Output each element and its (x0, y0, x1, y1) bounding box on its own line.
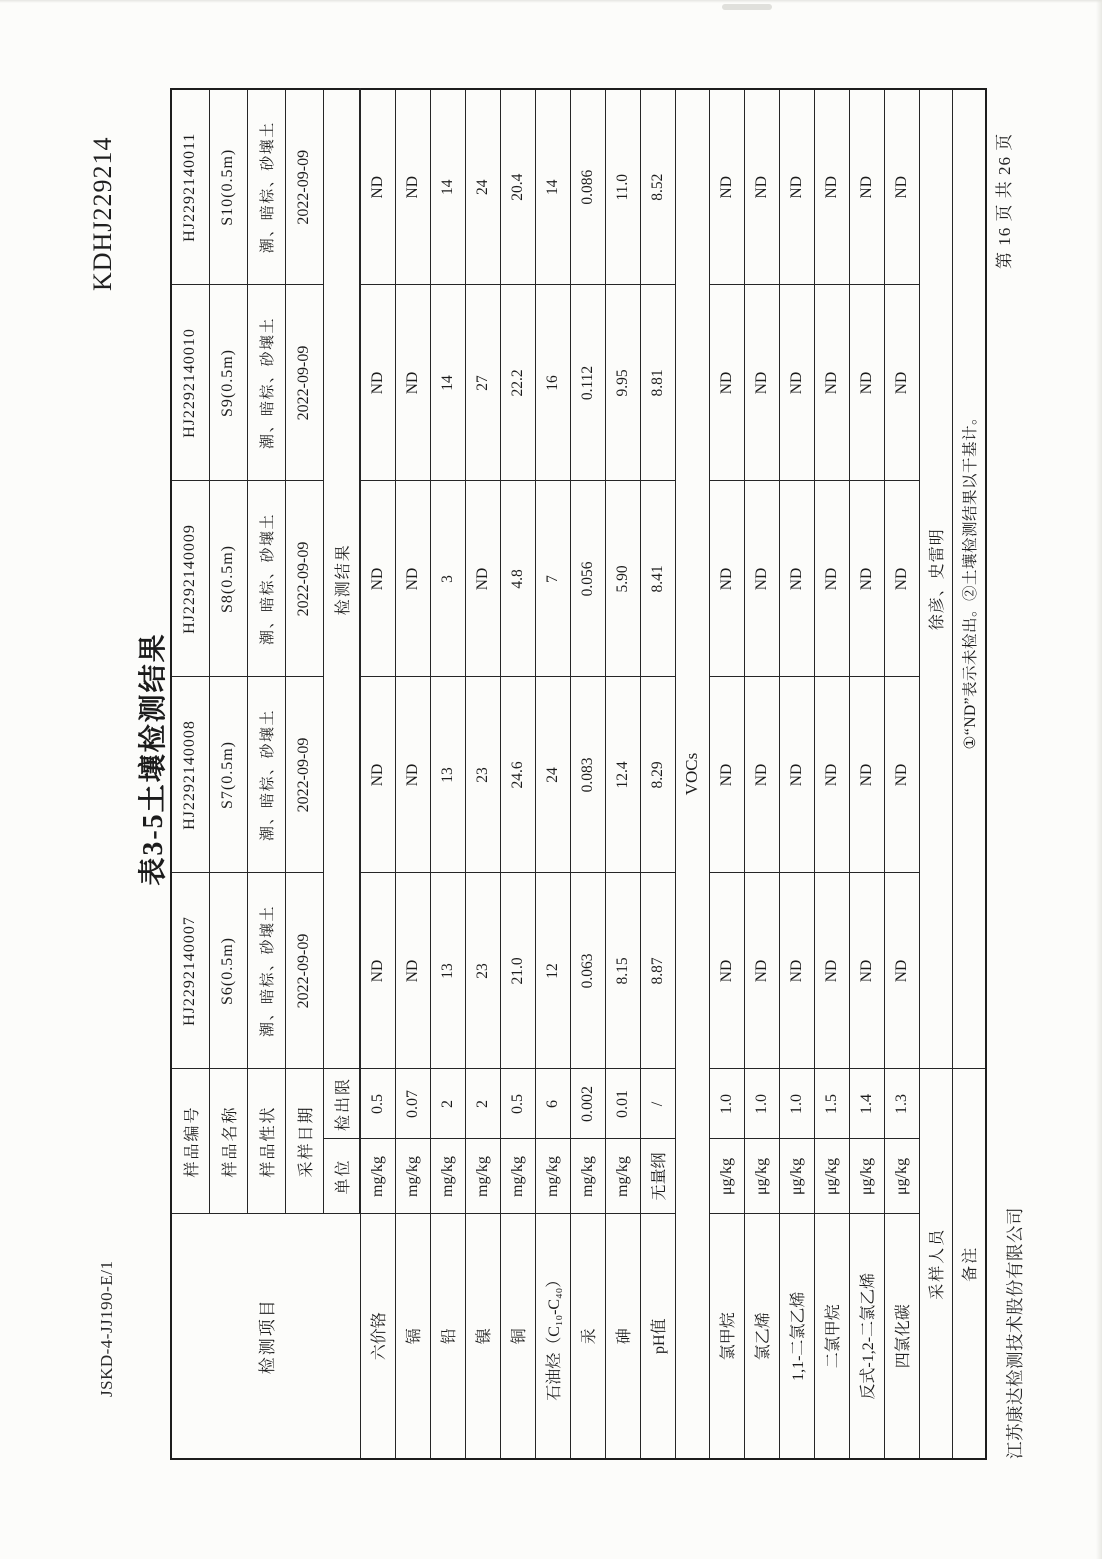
analyte-value: ND (395, 285, 430, 481)
results-table (170, 88, 987, 1460)
analyte-row (360, 89, 395, 1459)
lab-company-name: 江苏康达检测技术股份有限公司 (1005, 1207, 1025, 1459)
analyte-name: 1,1-二氯乙烯 (779, 1214, 814, 1459)
analyte-value: 24 (465, 89, 500, 285)
analyte-value: 0.086 (570, 89, 605, 285)
analyte-name: 汞 (570, 1214, 605, 1459)
page-number: 第 16 页 共 26 页 (995, 132, 1014, 269)
analyte-value: 21.0 (500, 873, 535, 1069)
analyte-detection-limit: 6 (535, 1069, 570, 1139)
scan-artifact (722, 4, 772, 10)
analyte-value: ND (360, 481, 395, 677)
analyte-name: 铅 (430, 1214, 465, 1459)
analyte-value: ND (814, 873, 849, 1069)
analyte-value: ND (779, 677, 814, 873)
analyte-unit: μg/kg (884, 1139, 919, 1214)
table-footer-block (919, 89, 986, 1459)
analyte-value: ND (465, 481, 500, 677)
analyte-unit: mg/kg (605, 1139, 640, 1214)
analyte-detection-limit: 1.0 (709, 1069, 744, 1139)
analyte-value: ND (709, 481, 744, 677)
analyte-value: ND (814, 677, 849, 873)
analyte-value: 22.2 (500, 285, 535, 481)
analyte-name: pH值 (640, 1214, 675, 1459)
sample-name: S8(0.5m) (209, 481, 247, 677)
analyte-name: 镉 (395, 1214, 430, 1459)
analyte-value: ND (360, 89, 395, 285)
analyte-unit: mg/kg (465, 1139, 500, 1214)
analyte-detection-limit: 2 (430, 1069, 465, 1139)
sampler-row (919, 89, 952, 1459)
report-number: KDHJ229214 (88, 136, 117, 291)
sample-no-row (171, 89, 209, 1459)
analyte-value: ND (360, 285, 395, 481)
section-label-row (675, 89, 709, 1459)
analyte-value: 8.81 (640, 285, 675, 481)
row-label-sampling-date: 采样日期 (285, 1069, 323, 1214)
analyte-value: 8.15 (605, 873, 640, 1069)
analyte-value: 0.083 (570, 677, 605, 873)
sampling-date: 2022-09-09 (285, 677, 323, 873)
col-header-detection-limit: 检出限 (323, 1069, 360, 1139)
analyte-value: 16 (535, 285, 570, 481)
analyte-detection-limit: 0.5 (500, 1069, 535, 1139)
analyte-value: 14 (430, 285, 465, 481)
analyte-detection-limit: 1.5 (814, 1069, 849, 1139)
analyte-value: ND (360, 677, 395, 873)
analyte-unit: μg/kg (709, 1139, 744, 1214)
sample-name: S9(0.5m) (209, 285, 247, 481)
sampling-date: 2022-09-09 (285, 481, 323, 677)
analyte-value: ND (884, 481, 919, 677)
analyte-value: 0.112 (570, 285, 605, 481)
sample-character: 潮、暗棕、砂壤土 (247, 677, 285, 873)
remark-text: ①“ND”表示未检出。②土壤检测结果以干基计。 (952, 89, 986, 1069)
analyte-detection-limit: 1.4 (849, 1069, 884, 1139)
analyte-row (709, 89, 744, 1459)
analyte-name: 六价铬 (360, 1214, 395, 1459)
analyte-value: ND (884, 285, 919, 481)
analyte-unit: mg/kg (430, 1139, 465, 1214)
analyte-value: ND (744, 285, 779, 481)
analyte-value: 24.6 (500, 677, 535, 873)
sample-id: HJ2292140011 (171, 89, 209, 285)
analyte-value: 3 (430, 481, 465, 677)
analyte-row (640, 89, 675, 1459)
analyte-value: 23 (465, 873, 500, 1069)
sample-character: 潮、暗棕、砂壤土 (247, 481, 285, 677)
analyte-value: 8.52 (640, 89, 675, 285)
analyte-detection-limit: 1.0 (779, 1069, 814, 1139)
metals-section-rows (360, 89, 675, 1459)
analyte-name: 石油烃（C₁₀-C₄₀） (535, 1214, 570, 1459)
analyte-value: ND (709, 89, 744, 285)
analyte-detection-limit: 1.0 (744, 1069, 779, 1139)
sample-name: S7(0.5m) (209, 677, 247, 873)
analyte-value: 24 (535, 677, 570, 873)
analyte-unit: mg/kg (535, 1139, 570, 1214)
analyte-value: 23 (465, 677, 500, 873)
analyte-value: ND (779, 873, 814, 1069)
analyte-detection-limit: 0.01 (605, 1069, 640, 1139)
sample-id: HJ2292140007 (171, 873, 209, 1069)
analyte-value: ND (884, 873, 919, 1069)
analyte-row (814, 89, 849, 1459)
sample-character: 潮、暗棕、砂壤土 (247, 285, 285, 481)
row-label-sampler: 采样人员 (919, 1069, 952, 1459)
col-header-results: 检测结果 (323, 89, 360, 1069)
analyte-value: ND (709, 873, 744, 1069)
row-label-sample-character: 样品性状 (247, 1069, 285, 1214)
analyte-value: 27 (465, 285, 500, 481)
analyte-unit: mg/kg (395, 1139, 430, 1214)
analyte-value: ND (744, 481, 779, 677)
analyte-value: ND (744, 873, 779, 1069)
analyte-row (465, 89, 500, 1459)
analyte-value: ND (395, 677, 430, 873)
analyte-value: 9.95 (605, 285, 640, 481)
analyte-row (500, 89, 535, 1459)
sampler-names: 徐彦、史雷明 (919, 89, 952, 1069)
analyte-value: ND (709, 677, 744, 873)
analyte-name: 砷 (605, 1214, 640, 1459)
analyte-value: ND (744, 89, 779, 285)
analyte-name: 氯乙烯 (744, 1214, 779, 1459)
analyte-value: ND (849, 89, 884, 285)
analyte-name: 反式-1,2-二氯乙烯 (849, 1214, 884, 1459)
analyte-row (884, 89, 919, 1459)
voc-section-header (675, 89, 709, 1459)
page-title: 表3-5土壤检测结果 (138, 632, 169, 886)
sampling-date: 2022-09-09 (285, 285, 323, 481)
scan-artifact (0, 0, 1102, 3)
analyte-value: 8.87 (640, 873, 675, 1069)
analyte-name: 氯甲烷 (709, 1214, 744, 1459)
analyte-unit: μg/kg (849, 1139, 884, 1214)
analyte-detection-limit: 2 (465, 1069, 500, 1139)
analyte-row (535, 89, 570, 1459)
analyte-value: 8.41 (640, 481, 675, 677)
analyte-unit: μg/kg (779, 1139, 814, 1214)
analyte-value: ND (849, 481, 884, 677)
analyte-detection-limit: / (640, 1069, 675, 1139)
section-label-vocs: VOCs (675, 89, 709, 1459)
analyte-value: ND (395, 89, 430, 285)
analyte-value: 4.8 (500, 481, 535, 677)
analyte-detection-limit: 0.5 (360, 1069, 395, 1139)
analyte-unit: mg/kg (570, 1139, 605, 1214)
analyte-value: ND (779, 481, 814, 677)
analyte-row (779, 89, 814, 1459)
analyte-value: 0.056 (570, 481, 605, 677)
analyte-value: 7 (535, 481, 570, 677)
voc-section-rows (709, 89, 919, 1459)
analyte-value: ND (395, 873, 430, 1069)
analyte-row (849, 89, 884, 1459)
analyte-value: ND (744, 677, 779, 873)
analyte-value: 12 (535, 873, 570, 1069)
analyte-value: ND (814, 285, 849, 481)
sample-character: 潮、暗棕、砂壤土 (247, 873, 285, 1069)
sample-character: 潮、暗棕、砂壤土 (247, 89, 285, 285)
analyte-value: ND (779, 89, 814, 285)
analyte-value: ND (814, 89, 849, 285)
analyte-value: 20.4 (500, 89, 535, 285)
analyte-value: 8.29 (640, 677, 675, 873)
analyte-value: 14 (430, 89, 465, 285)
table-header-block (171, 89, 360, 1459)
analyte-row (570, 89, 605, 1459)
sample-id: HJ2292140009 (171, 481, 209, 677)
col-header-unit: 单位 (323, 1139, 360, 1214)
analyte-name: 二氯甲烷 (814, 1214, 849, 1459)
analyte-value: ND (849, 873, 884, 1069)
analyte-value: ND (849, 285, 884, 481)
row-label-sample-no: 样品编号 (171, 1069, 209, 1214)
analyte-detection-limit: 0.002 (570, 1069, 605, 1139)
analyte-value: ND (849, 677, 884, 873)
analyte-detection-limit: 1.3 (884, 1069, 919, 1139)
analyte-unit: mg/kg (500, 1139, 535, 1214)
analyte-value: ND (884, 677, 919, 873)
analyte-unit: mg/kg (360, 1139, 395, 1214)
sampling-date: 2022-09-09 (285, 873, 323, 1069)
analyte-name: 四氯化碳 (884, 1214, 919, 1459)
sample-name: S10(0.5m) (209, 89, 247, 285)
scan-artifact (1096, 0, 1102, 1559)
analyte-value: 12.4 (605, 677, 640, 873)
row-label-sample-name: 样品名称 (209, 1069, 247, 1214)
remark-row (952, 89, 986, 1459)
analyte-value: ND (814, 481, 849, 677)
analyte-unit: 无量纲 (640, 1139, 675, 1214)
analyte-value: 11.0 (605, 89, 640, 285)
analyte-value: 0.063 (570, 873, 605, 1069)
analyte-row (430, 89, 465, 1459)
analyte-name: 铜 (500, 1214, 535, 1459)
sample-id: HJ2292140010 (171, 285, 209, 481)
analyte-value: 13 (430, 677, 465, 873)
analyte-value: ND (395, 481, 430, 677)
analyte-unit: μg/kg (814, 1139, 849, 1214)
analyte-value: 13 (430, 873, 465, 1069)
analyte-row (395, 89, 430, 1459)
analyte-value: ND (709, 285, 744, 481)
analyte-value: ND (779, 285, 814, 481)
sampling-date: 2022-09-09 (285, 89, 323, 285)
analyte-row (744, 89, 779, 1459)
analyte-value: ND (360, 873, 395, 1069)
analyte-value: 5.90 (605, 481, 640, 677)
form-code: JSKD-4-JJ190-E/1 (97, 1260, 116, 1397)
analyte-value: 14 (535, 89, 570, 285)
analyte-value: ND (884, 89, 919, 285)
analyte-row (605, 89, 640, 1459)
row-label-remark: 备注 (952, 1069, 986, 1459)
sample-id: HJ2292140008 (171, 677, 209, 873)
analyte-name: 镍 (465, 1214, 500, 1459)
col-header-item: 检测项目 (171, 1214, 360, 1459)
sample-name: S6(0.5m) (209, 873, 247, 1069)
analyte-detection-limit: 0.07 (395, 1069, 430, 1139)
analyte-unit: μg/kg (744, 1139, 779, 1214)
